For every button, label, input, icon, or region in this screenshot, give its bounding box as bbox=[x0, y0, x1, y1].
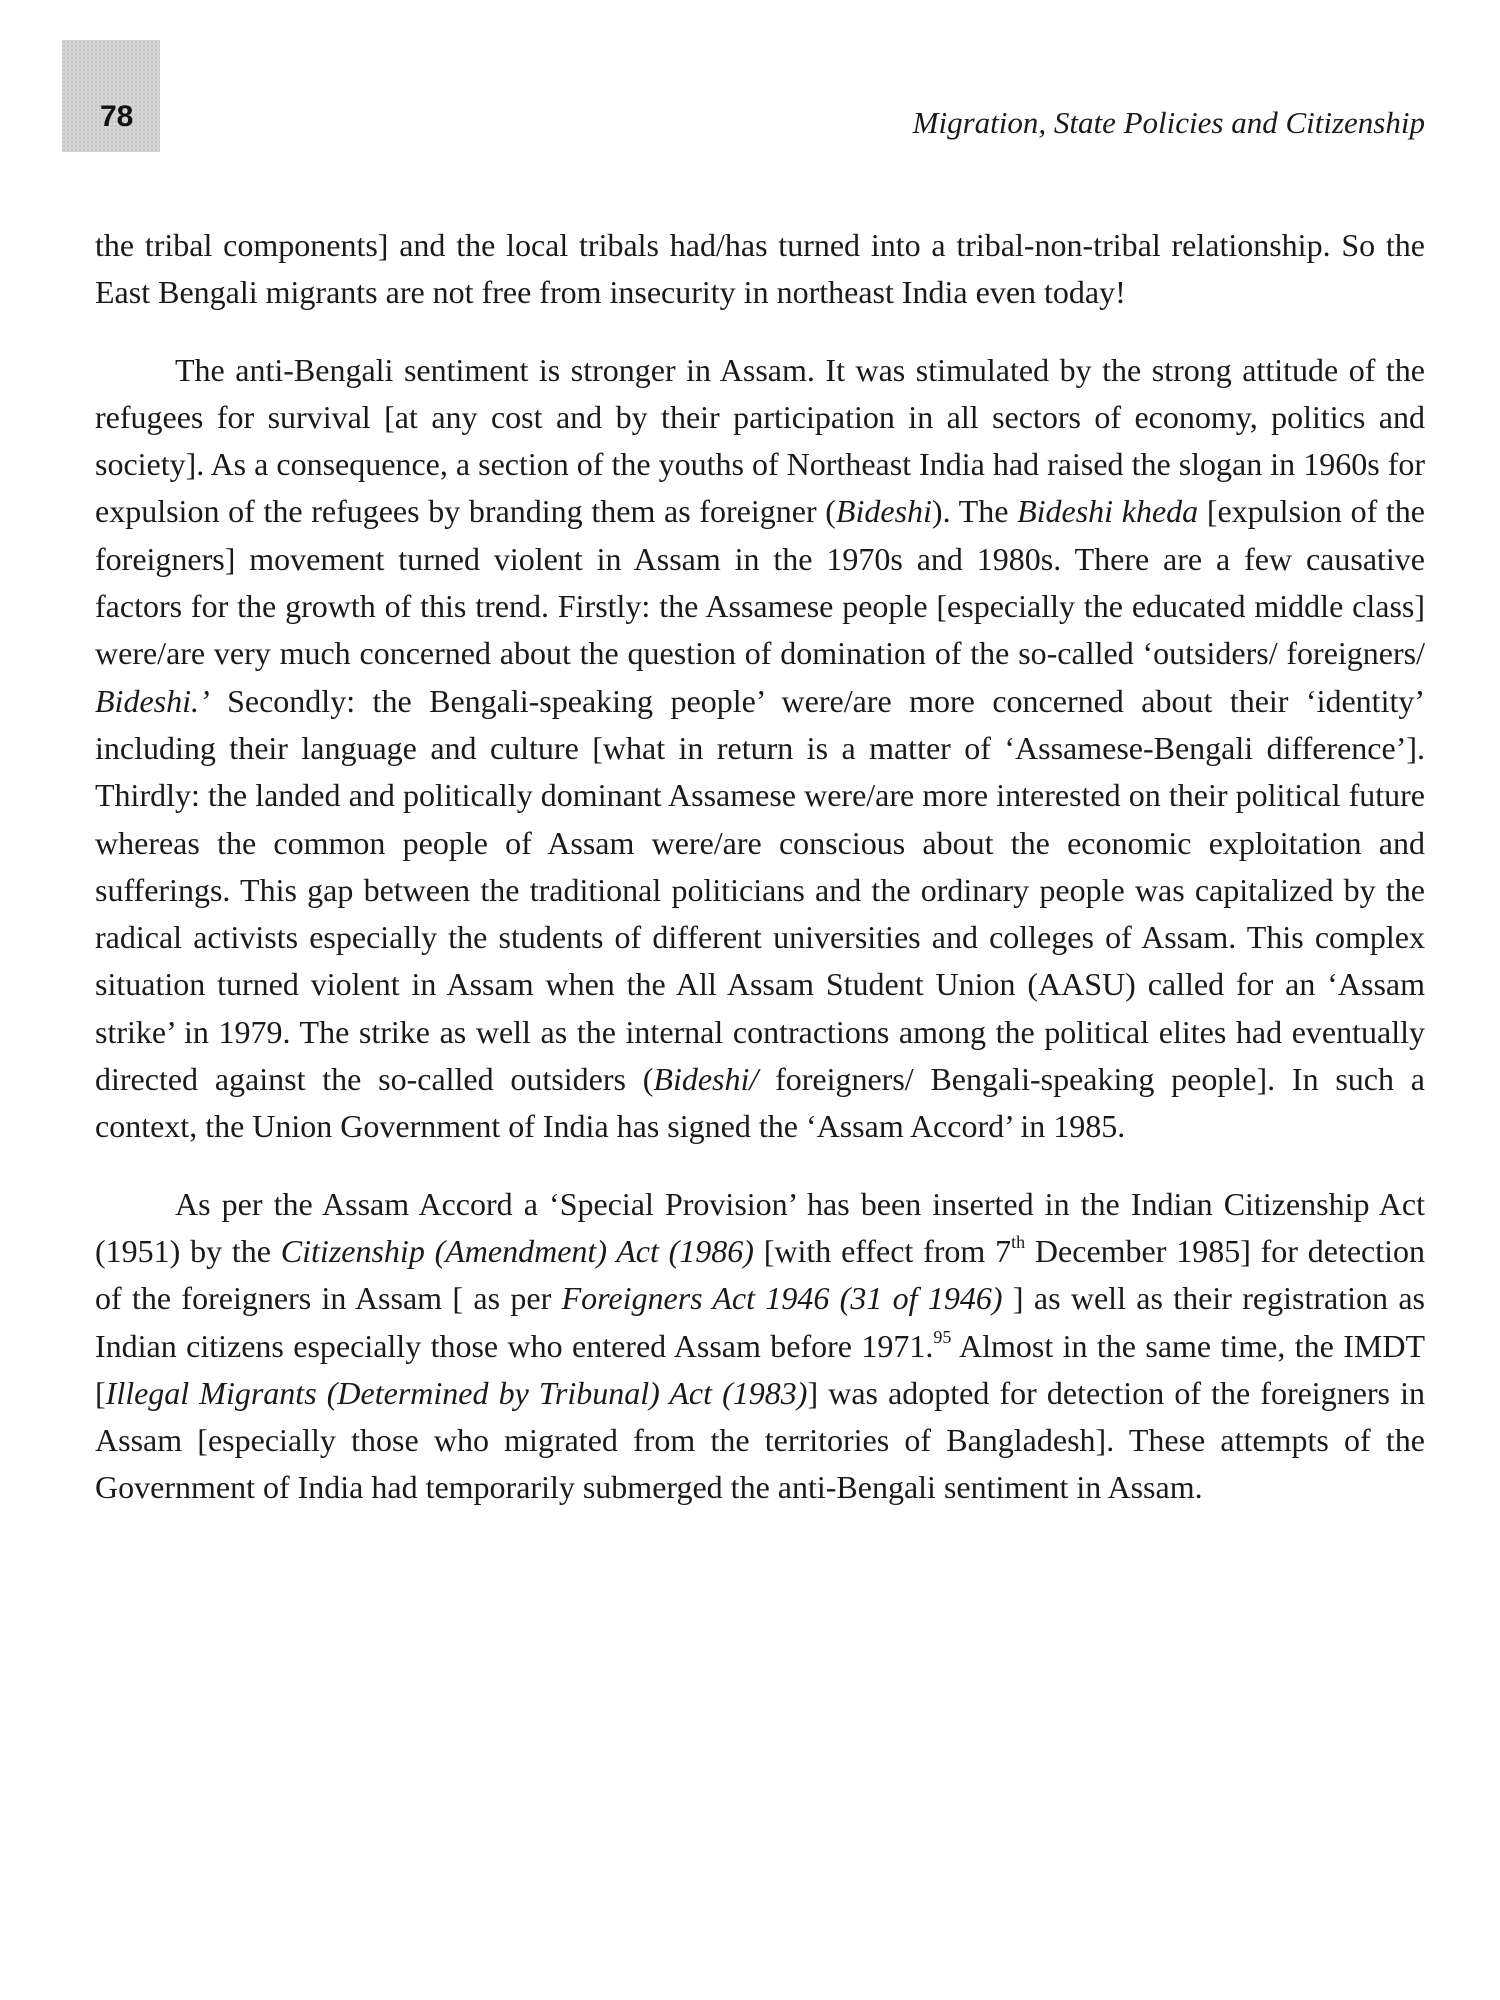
superscript: 95 bbox=[933, 1326, 952, 1347]
text-span: Almost in the same time, the IMDT [ bbox=[95, 1327, 1426, 1411]
text-span: ). The bbox=[931, 493, 1018, 530]
text-span: the tribal components] and the local tribals had/has turned into a tribal-non-tribal relationship. So the East Bengali migrants are not free from insecurity in northeast India even today! bbox=[95, 227, 1425, 311]
running-title: Migration, State Policies and Citizenship bbox=[912, 105, 1425, 140]
paragraph bbox=[95, 1181, 1425, 1512]
italic-text: Bideshi kheda bbox=[1017, 493, 1199, 530]
italic-text: Illegal Migrants (Determined by Tribunal) Act (1983) bbox=[105, 1374, 808, 1411]
paragraph bbox=[95, 222, 1425, 317]
superscript: th bbox=[1011, 1231, 1026, 1252]
text-span: [expulsion of the foreigners] movement turned violent in Assam in the 1970s and 1980s. There are a few causative factors for the growth of this trend. Firstly: the Assamese people [especially the educated middle class] were/are very much concerned about the question of domination of the so-called ‘outsiders/ foreigners/ bbox=[95, 493, 1425, 672]
text-span: foreigners/ Bengali-speaking people]. In such a context, the Union Government of India has signed the ‘Assam Accord’ in 1985. bbox=[95, 1061, 1426, 1145]
text-span: ] as well as their registration as Indian citizens especially those who entered Assam before 1971. bbox=[95, 1280, 1426, 1364]
italic-text: Foreigners Act 1946 (31 of 1946) bbox=[561, 1280, 1003, 1317]
paragraph bbox=[95, 347, 1425, 1151]
italic-text: Bideshi.’ bbox=[95, 682, 210, 719]
text-span: The anti-Bengali sentiment is stronger in Assam. It was stimulated by the strong attitude of the refugees for survival [at any cost and by their participation in all sectors of economy, politics and society]. As a consequence, a section of the youths of Northeast India had raised the slogan in 1960s for expulsion of the refugees by branding them as foreigner ( bbox=[95, 351, 1425, 530]
italic-text: Citizenship (Amendment) Act (1986) bbox=[280, 1232, 754, 1269]
text-span: As per the Assam Accord a ‘Special Provision’ has been inserted in the Indian Citizenship Act (1951) by the bbox=[95, 1185, 1425, 1269]
page-number: 78 bbox=[100, 100, 134, 133]
text-span: [with effect from 7 bbox=[753, 1232, 1012, 1269]
text-span: Secondly: the Bengali-speaking people’ were/are more concerned about their ‘identity’ including their language and culture [what in return is a matter of ‘Assamese-Bengali difference’]. Thirdly: the landed and politically dominant Assamese were/are more interested on their political future whereas the common people of Assam were/are conscious about the economic exploitation and sufferings. This gap between the traditional politicians and the ordinary people was capitalized by the radical activists especially the students of different universities and colleges of Assam. This complex situation turned violent in Assam when the All Assam Student Union (AASU) called for an ‘Assam strike’ in 1979. The strike as well as the internal contractions among the political elites had eventually directed against the so-called outsiders ( bbox=[95, 682, 1425, 1098]
body-text bbox=[95, 222, 1425, 1542]
italic-text: Bideshi bbox=[835, 493, 932, 530]
text-span: ] was adopted for detection of the foreigners in Assam [especially those who migrated from the territories of Bangladesh]. These attempts of the Government of India had temporarily submerged the anti-Bengali sentiment in Assam. bbox=[95, 1374, 1426, 1506]
page-number-shading bbox=[62, 40, 160, 152]
italic-text: Bideshi/ bbox=[653, 1061, 759, 1098]
text-span: December 1985] for detection of the foreigners in Assam [ as per bbox=[95, 1232, 1426, 1317]
